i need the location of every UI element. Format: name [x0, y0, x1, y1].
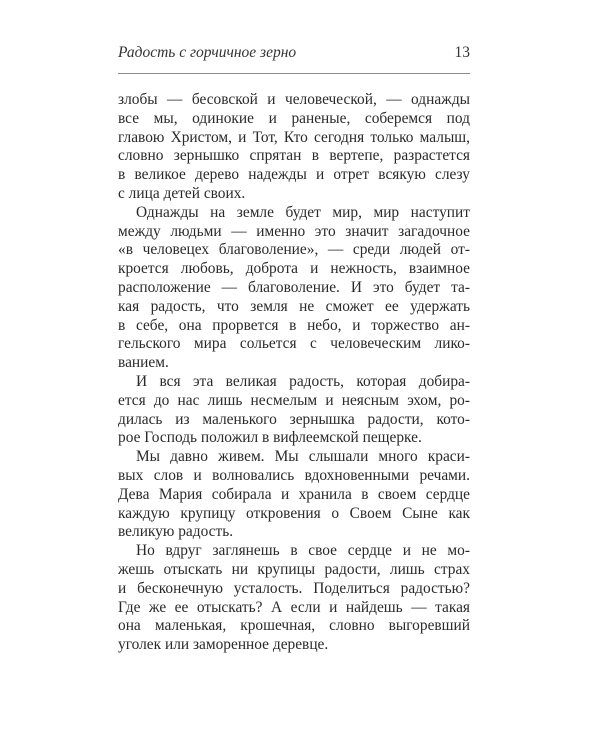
- text-line: с лица детей своих.: [118, 184, 246, 202]
- paragraph-start-line: Однажды на земле будет мир, мир наступит: [136, 203, 470, 221]
- text-line: жешь отыскать ни крупицы радости, лишь страх: [118, 560, 470, 578]
- paragraph-start-line: И вся эта великая радость, которая добира-: [136, 372, 470, 390]
- text-line: ванием.: [118, 354, 169, 372]
- text-line: великую радость.: [118, 523, 234, 541]
- body-text: [118, 91, 470, 655]
- running-header-title: Радость с горчичное зерно: [118, 44, 297, 61]
- text-line: злобы — бесовской и человеческой, — однажды: [118, 91, 470, 108]
- text-line: Дева Мария собирала и хранила в своем сердце: [118, 485, 470, 503]
- text-line: кая радость, что земля не сможет ее удержать: [118, 297, 470, 315]
- paragraph-start-line: Мы давно живем. Мы слышали много краси-: [136, 448, 470, 466]
- text-line: кроется любовь, доброта и нежность, взаимное: [118, 260, 470, 278]
- text-line: ется до нас лишь несмелым и неясным эхом, ро-: [118, 391, 470, 409]
- header-divider: [118, 73, 470, 74]
- text-line: рое Господь положил в вифлеемской пещерке.: [118, 429, 422, 447]
- text-line: расположение — благоволение. И это будет та-: [118, 278, 470, 296]
- text-line: главою Христом, и Тот, Кто сегодня только малыш,: [118, 128, 470, 146]
- text-line: словно зернышко спрятан в вертепе, разрастется: [118, 147, 470, 165]
- text-line: «в человецех благоволение», — среди людей от-: [118, 241, 470, 259]
- text-line: она маленькая, крошечная, словно выгоревший: [118, 617, 470, 635]
- text-line: Где же ее отыскать? А если и найдешь — такая: [118, 598, 470, 616]
- text-line: в великое дерево надежды и отрет всякую слезу: [118, 166, 470, 184]
- text-line: вых слов и волновались вдохновенными речами.: [118, 466, 470, 484]
- text-line: гельского мира сольется с человеческим лико-: [118, 335, 470, 353]
- text-line: в себе, она прорвется в небо, и торжество ан-: [118, 316, 470, 334]
- page-number: 13: [454, 44, 470, 61]
- text-line: уголек или заморенное деревце.: [118, 636, 329, 654]
- text-line: каждую крупицу откровения о Своем Сыне как: [118, 504, 470, 522]
- text-line: и бесконечную усталость. Поделиться радостью?: [118, 579, 470, 597]
- text-line: между людьми — именно это значит загадочное: [118, 222, 470, 240]
- text-line: дилась из маленького зернышка радости, кото-: [118, 410, 470, 428]
- text-line: все мы, одинокие и раненые, соберемся под: [118, 109, 470, 127]
- running-header: [118, 42, 470, 64]
- paragraph-start-line: Но вдруг заглянешь в свое сердце и не мо-: [136, 542, 470, 560]
